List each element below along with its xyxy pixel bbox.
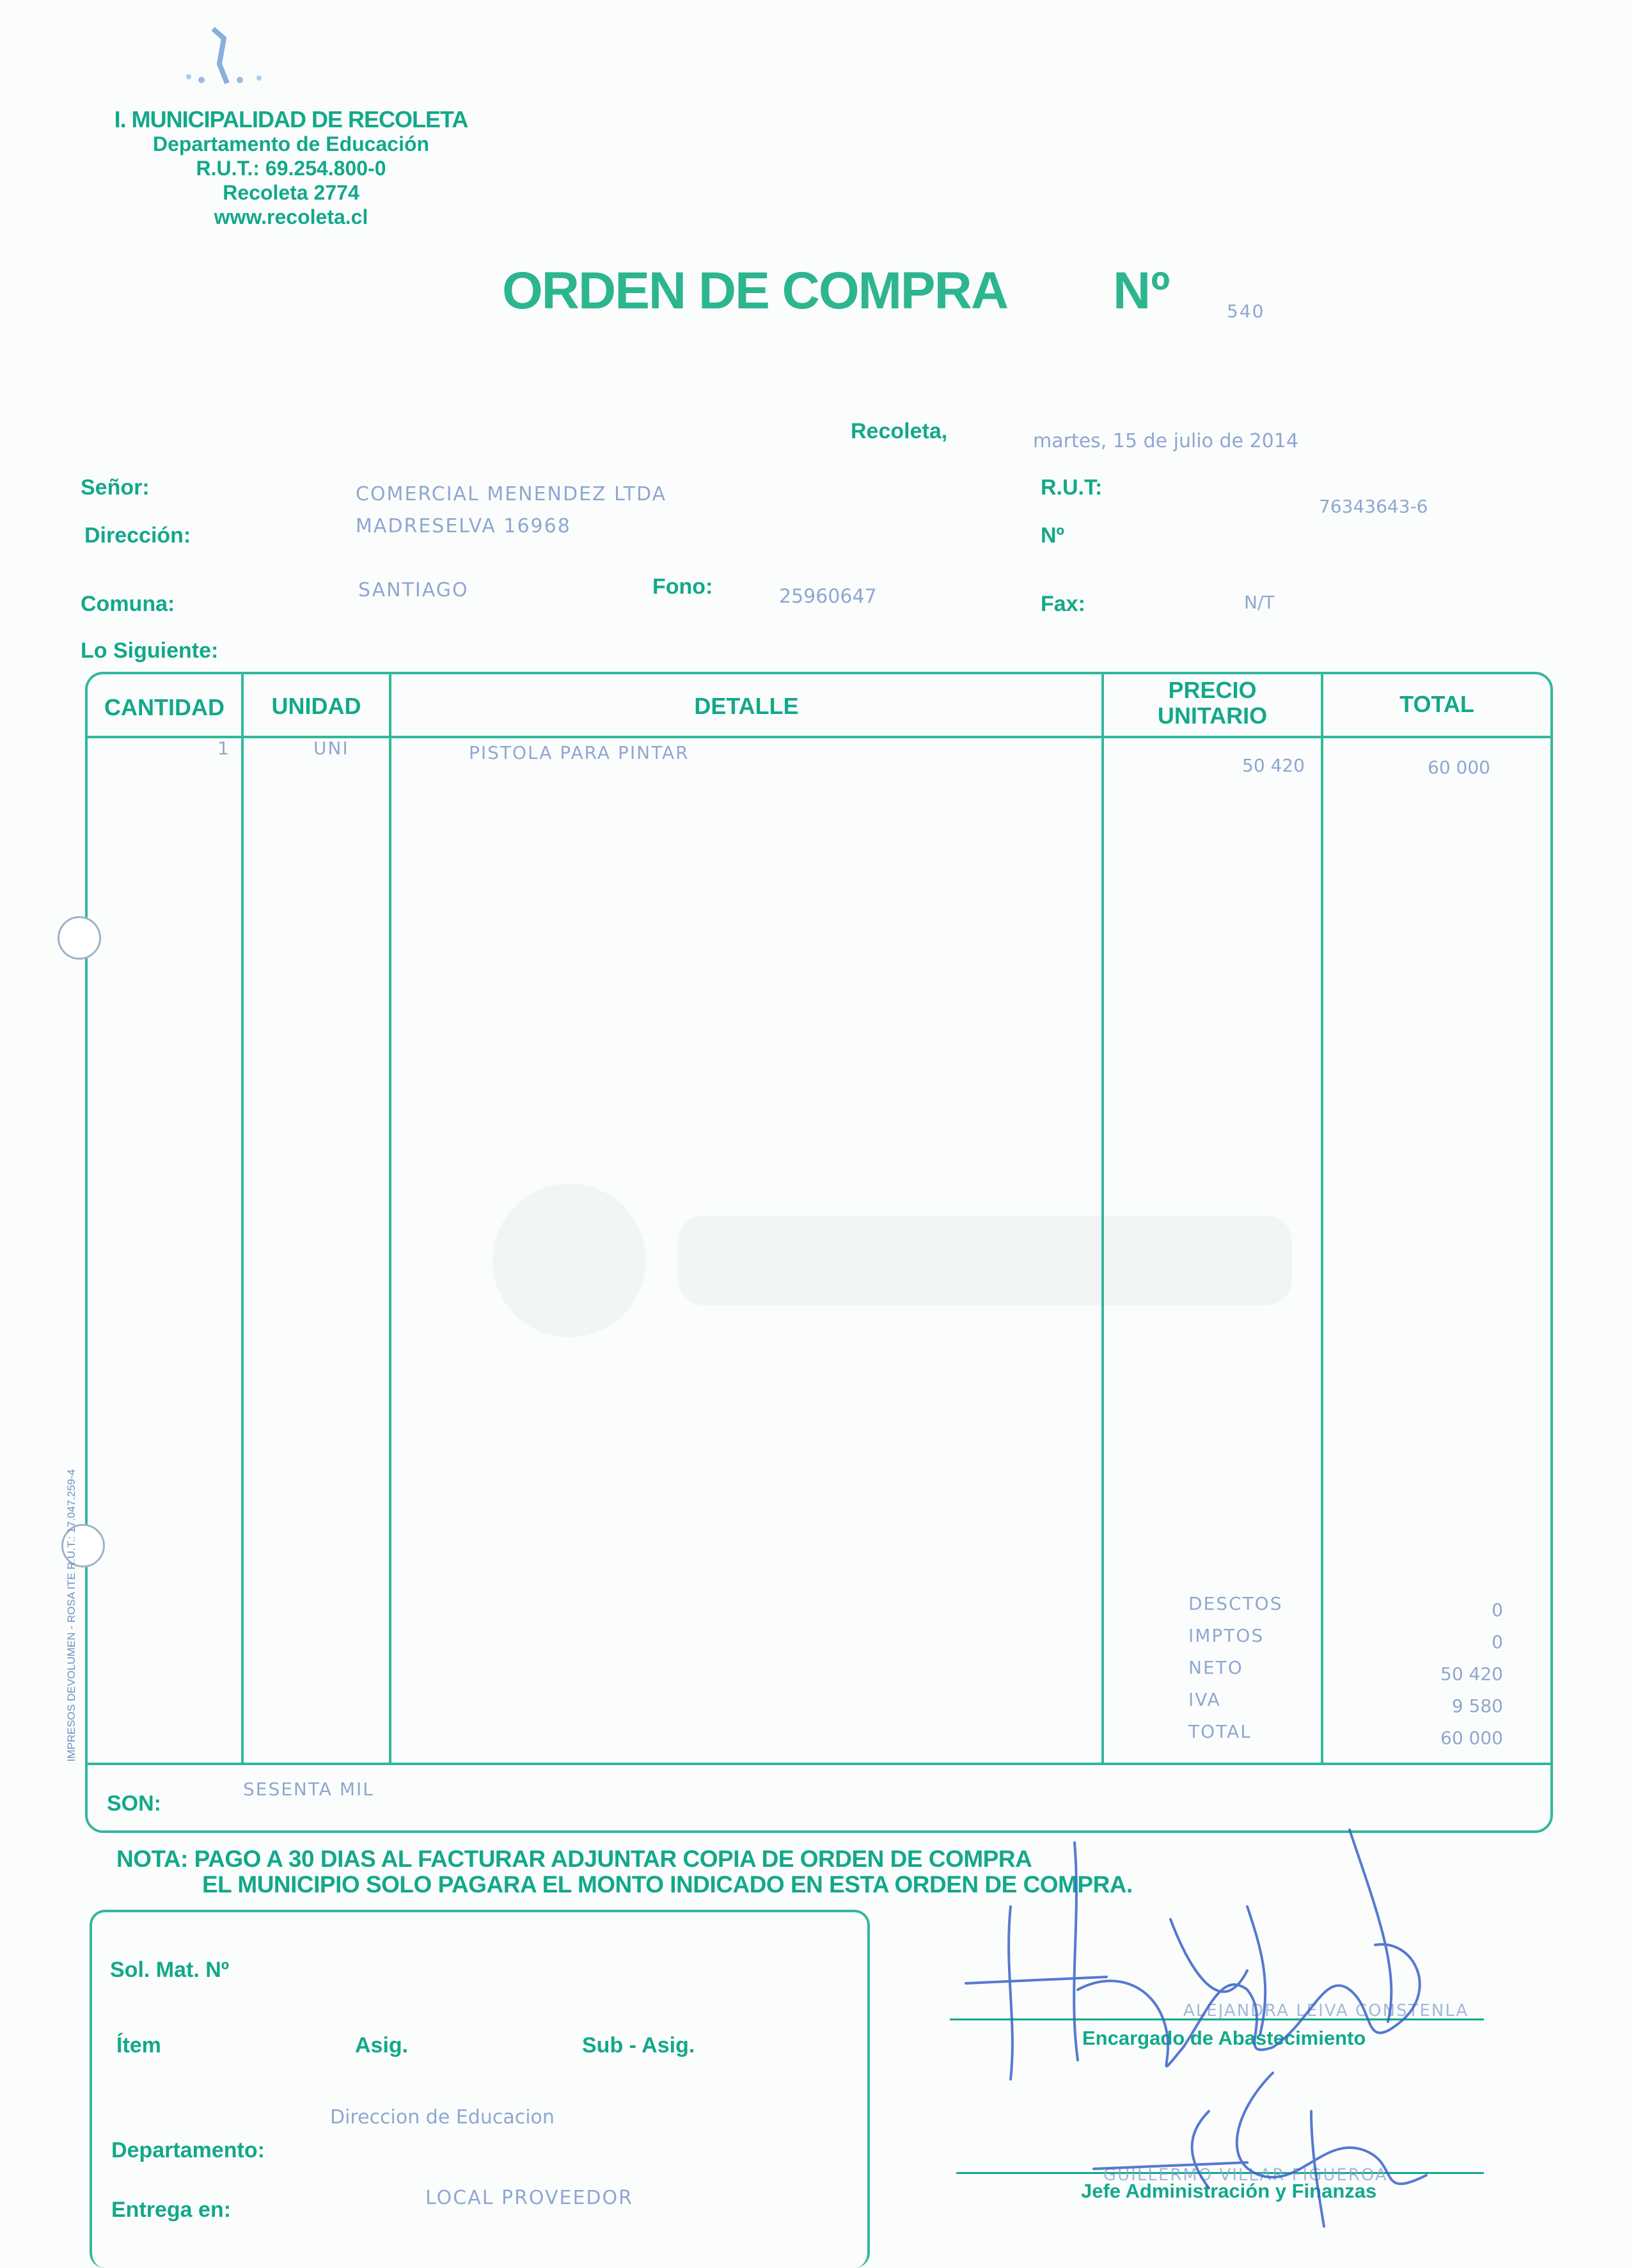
- issuer-name: I. MUNICIPALIDAD DE RECOLETA: [114, 106, 468, 132]
- nota-line-1: NOTA: PAGO A 30 DIAS AL FACTURAR ADJUNTAR COPIA DE ORDEN DE COMPRA: [116, 1846, 1032, 1872]
- summary-value-neto: 50 420: [1440, 1663, 1503, 1685]
- fono-label: Fono:: [652, 575, 713, 599]
- handwritten-signatures: [915, 1779, 1490, 2246]
- summary-label-neto: NETO: [1188, 1657, 1243, 1678]
- comuna-label: Comuna:: [81, 592, 175, 616]
- subasig-label: Sub - Asig.: [582, 2033, 695, 2058]
- header-precio-line1: PRECIO: [1168, 677, 1257, 703]
- issuer-rut: R.U.T.: 69.254.800-0: [196, 157, 386, 180]
- side-printer-credit: IMPRESOS DEVOLUMEN - ROSA ITE R.U.T.: 17.047.259-4: [65, 1469, 77, 1762]
- departamento-value: Direccion de Educacion: [330, 2106, 555, 2129]
- sig1-name: ALEJANDRA LEIVA CONSTENLA: [1183, 2001, 1469, 2020]
- order-number-value: 540: [1227, 301, 1265, 322]
- issuer-header: [83, 107, 499, 229]
- issuer-address: Recoleta 2774: [223, 181, 359, 204]
- recoleta-watermark: [473, 1152, 1318, 1369]
- direccion-value: MADRESELVA 16968: [356, 515, 571, 537]
- entrega-label: Entrega en:: [111, 2198, 232, 2222]
- sig2-name: GUILLERMO VILLAR FIGUEROA: [1103, 2166, 1388, 2185]
- entrega-value: LOCAL PROVEEDOR: [425, 2187, 633, 2209]
- table-footer-divider: [85, 1763, 1553, 1765]
- date-value: martes, 15 de julio de 2014: [1033, 430, 1298, 452]
- table-header-divider: [85, 736, 1553, 738]
- direccion-label: Dirección:: [84, 523, 191, 548]
- header-unidad: UNIDAD: [271, 693, 361, 719]
- header-detalle: DETALLE: [694, 693, 799, 719]
- son-label: SON:: [107, 1791, 161, 1816]
- summary-value-total: 60 000: [1440, 1727, 1503, 1749]
- header-total: TOTAL: [1399, 691, 1474, 717]
- row-precio: 50 420: [1242, 755, 1305, 776]
- issuer-website: www.recoleta.cl: [214, 205, 368, 228]
- col-divider-4: [1321, 673, 1323, 1764]
- fax-value: N/T: [1244, 592, 1275, 613]
- rut-value: 76343643-6: [1319, 496, 1428, 517]
- page-title: ORDEN DE COMPRA: [502, 262, 1008, 320]
- issuer-department: Departamento de Educación: [152, 132, 430, 155]
- col-divider-2: [389, 673, 391, 1764]
- fono-value: 25960647: [779, 585, 877, 608]
- fax-label: Fax:: [1041, 592, 1085, 616]
- header-cantidad: CANTIDAD: [104, 694, 225, 720]
- senor-label: Señor:: [81, 475, 150, 500]
- sig2-title: Jefe Administración y Finanzas: [1081, 2180, 1377, 2202]
- row-total: 60 000: [1428, 757, 1490, 778]
- col-divider-1: [241, 673, 244, 1764]
- binder-hole-top: [58, 916, 101, 960]
- departamento-label: Departamento:: [111, 2138, 265, 2162]
- asig-label: Asig.: [355, 2033, 409, 2058]
- summary-label-total: TOTAL: [1188, 1721, 1252, 1742]
- row-unidad: UNI: [313, 738, 349, 759]
- summary-label-iva: IVA: [1188, 1689, 1221, 1710]
- son-value: SESENTA MIL: [243, 1779, 374, 1800]
- order-number-label: Nº: [1113, 262, 1170, 320]
- nota-line-2: EL MUNICIPIO SOLO PAGARA EL MONTO INDICADO EN ESTA ORDEN DE COMPRA.: [202, 1871, 1133, 1898]
- row-detalle: PISTOLA PARA PINTAR: [469, 742, 689, 763]
- rut-label: R.U.T:: [1041, 475, 1103, 500]
- summary-value-imptos: 0: [1492, 1631, 1503, 1653]
- summary-label-imptos: IMPTOS: [1188, 1625, 1265, 1646]
- row-cantidad: 1: [217, 738, 230, 759]
- sig1-title: Encargado de Abastecimiento: [1082, 2027, 1366, 2049]
- summary-value-desctos: 0: [1492, 1599, 1503, 1621]
- summary-value-iva: 9 580: [1451, 1695, 1503, 1717]
- municipality-logo-icon: [163, 19, 291, 90]
- comuna-value: SANTIAGO: [358, 579, 469, 601]
- header-precio-line2: UNITARIO: [1157, 702, 1268, 729]
- no-label: Nº: [1041, 523, 1064, 548]
- lo-siguiente-label: Lo Siguiente:: [81, 638, 219, 663]
- summary-label-desctos: DESCTOS: [1188, 1593, 1283, 1614]
- place-label: Recoleta,: [851, 419, 948, 443]
- sol-mat-label: Sol. Mat. Nº: [110, 1958, 230, 1982]
- senor-value: COMERCIAL MENENDEZ LTDA: [356, 483, 667, 505]
- item-label: Ítem: [116, 2033, 161, 2058]
